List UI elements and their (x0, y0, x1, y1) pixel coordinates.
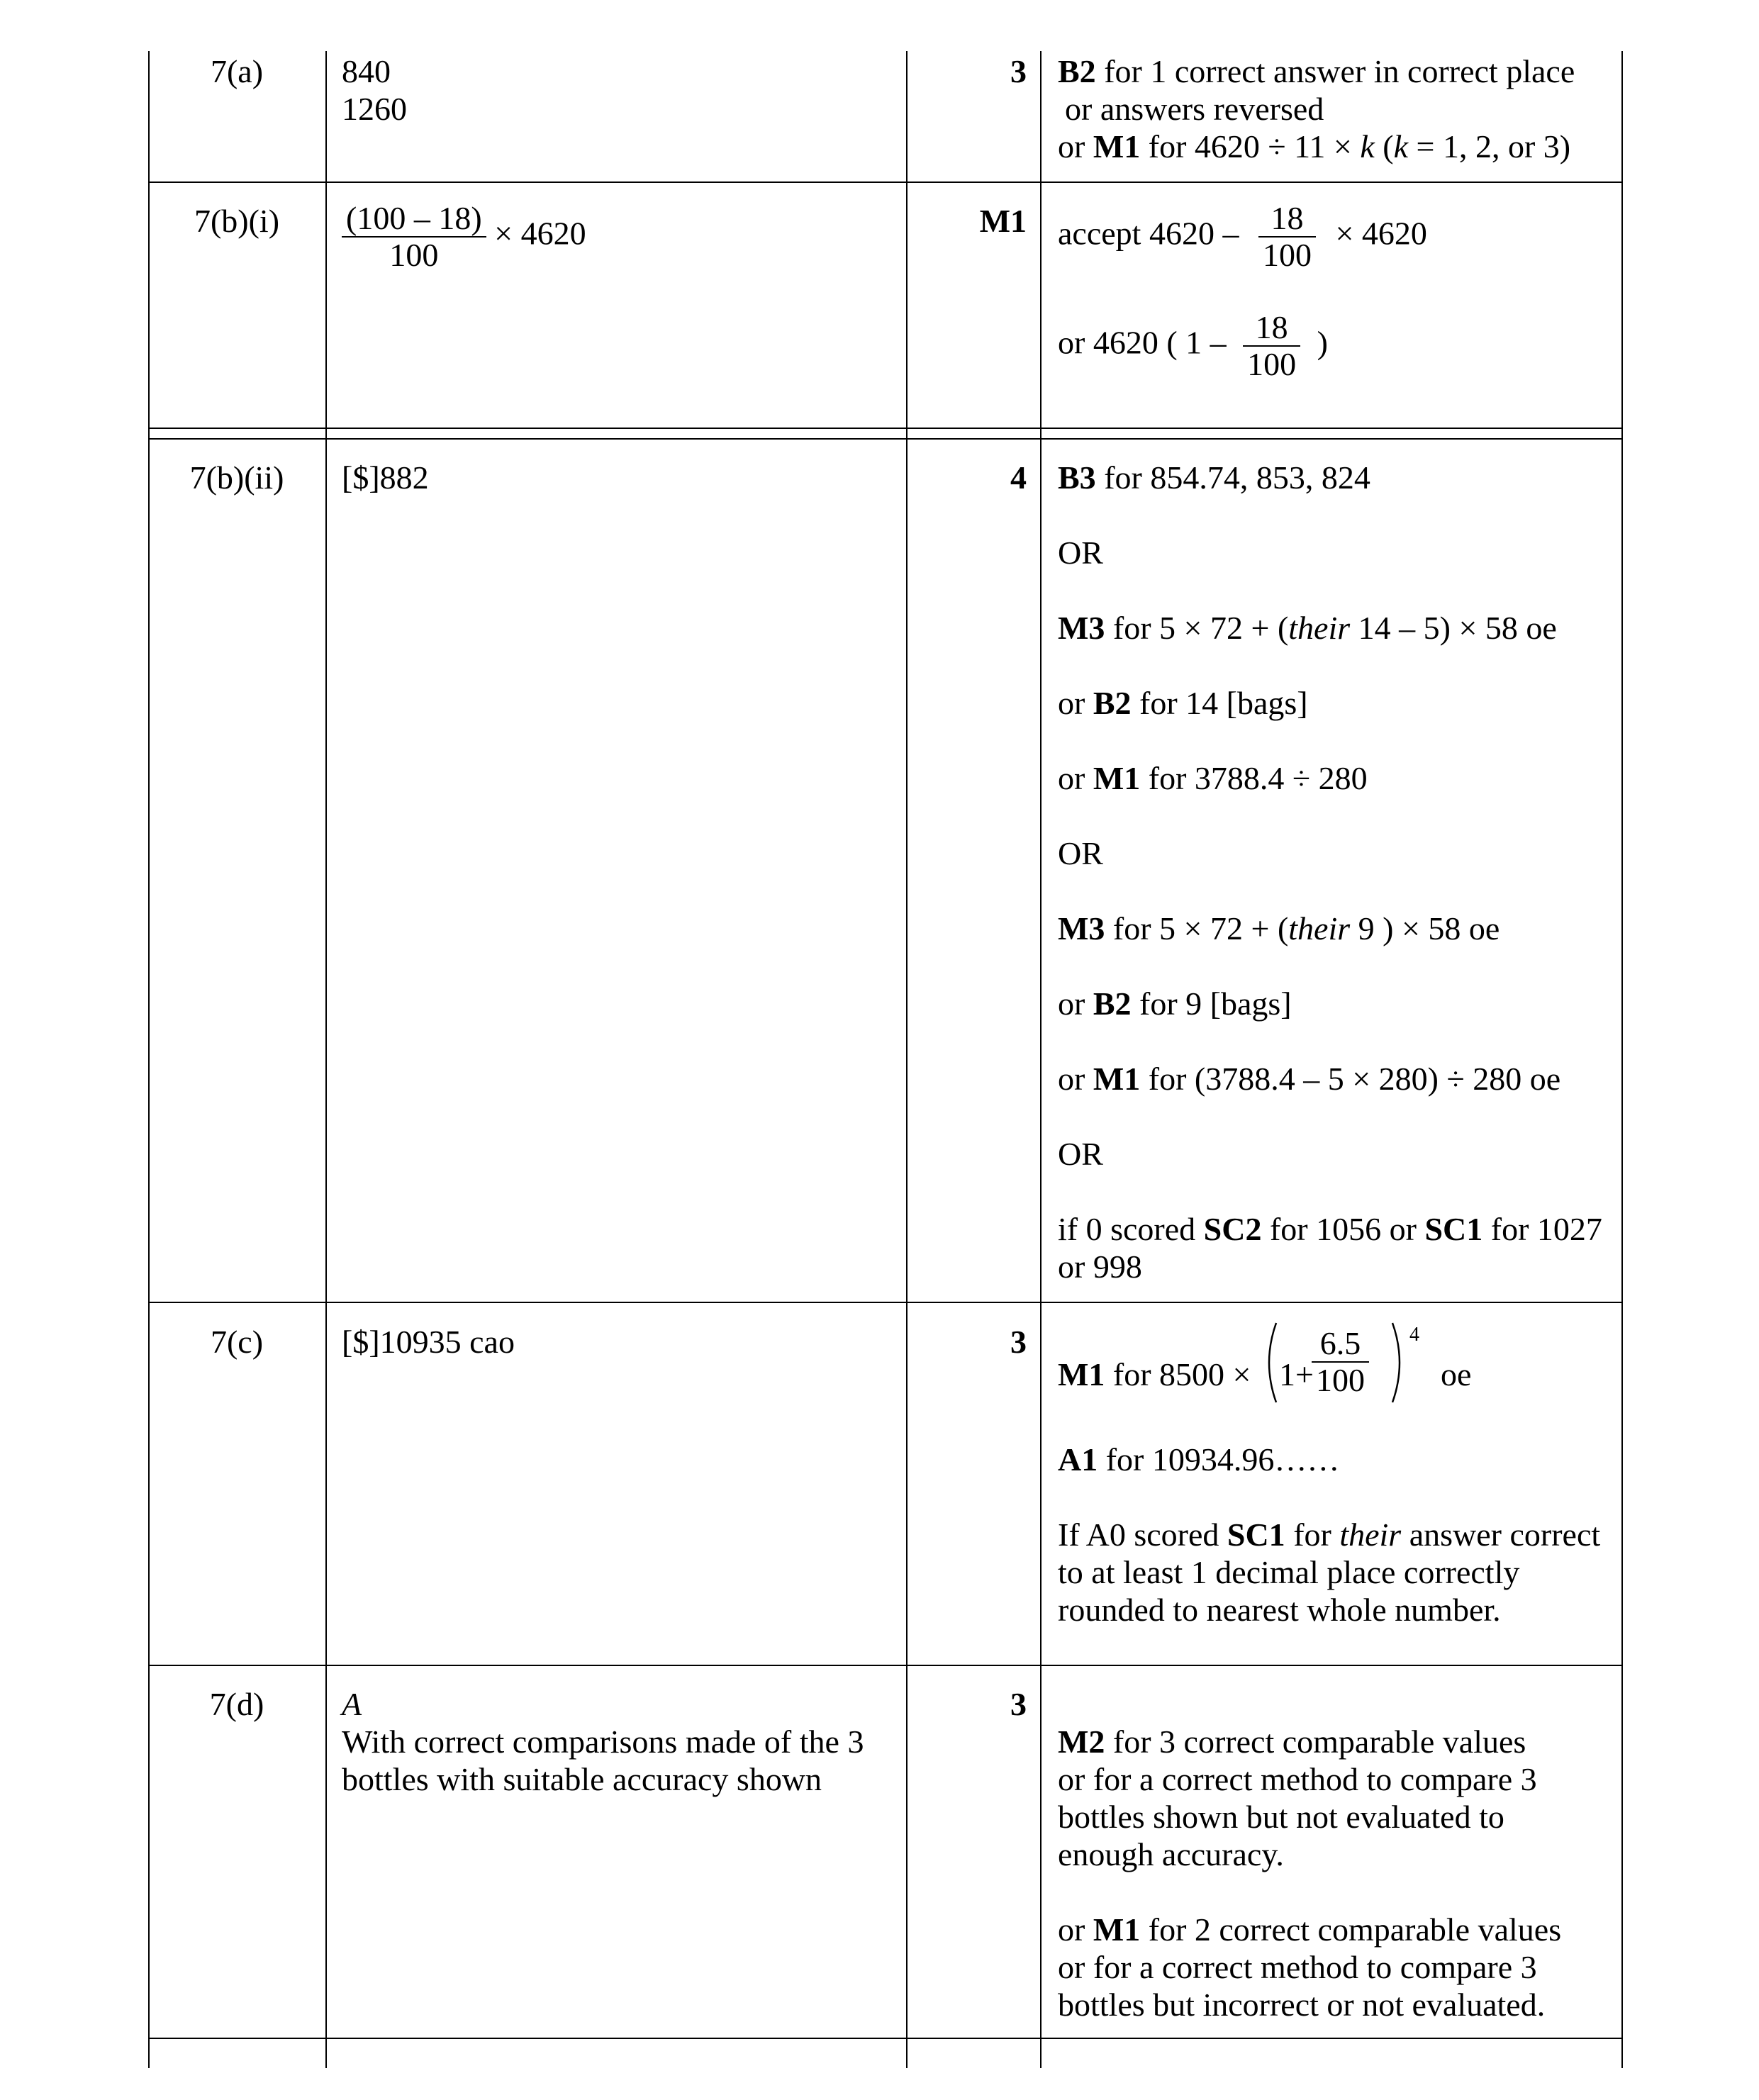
answer-cell: [$]882 (342, 459, 429, 496)
guidance-line: or for a correct method to compare 3 (1058, 1761, 1537, 1797)
answer-line: bottles with suitable accuracy shown (342, 1761, 822, 1797)
guidance-line: A1 for 10934.96…… (1058, 1441, 1340, 1478)
guidance-cell (1058, 1723, 1618, 2023)
guidance-line: M3 for 5 × 72 + (their 9 ) × 58 oe (1058, 910, 1500, 946)
question-number: 7(a) (210, 53, 264, 89)
column-divider-3 (1040, 51, 1042, 2068)
guidance-line: or B2 for 9 [bags] (1058, 985, 1292, 1022)
fraction-numerator: 6.5 (1312, 1326, 1369, 1363)
exponent: 4 (1409, 1324, 1419, 1346)
guidance-line: or answers reversed (1065, 91, 1324, 127)
question-number: 7(b)(i) (194, 203, 280, 239)
paren-left-icon (1259, 1320, 1280, 1405)
fraction-denominator: 100 (1316, 1362, 1365, 1398)
guidance-cell (1058, 52, 1618, 165)
guidance-fraction (1312, 1326, 1369, 1398)
guidance-line: or M1 for 2 correct comparable values (1058, 1911, 1562, 1948)
guidance-line: or B2 for 14 [bags] (1058, 685, 1308, 721)
answer-letter: A (342, 1686, 362, 1722)
answer-line: With correct comparisons made of the 3 (342, 1724, 864, 1760)
answer-line: 1260 (342, 91, 407, 127)
guidance-line: B2 for 1 correct answer in correct place (1058, 53, 1575, 89)
guidance-cell (1058, 201, 1618, 382)
marks-cell: 3 (1010, 1324, 1027, 1360)
guidance-line: OR (1058, 835, 1103, 871)
guidance-cell (1058, 459, 1618, 1285)
fraction-denominator: 100 (1247, 346, 1297, 382)
guidance-line: or M1 for 3788.4 ÷ 280 (1058, 760, 1368, 796)
question-number: 7(c) (210, 1324, 264, 1360)
guidance-line: if 0 scored SC2 for 1056 or SC1 for 1027 (1058, 1211, 1602, 1247)
column-divider-1 (325, 51, 327, 2068)
answer-line: 840 (342, 53, 391, 89)
fraction-denominator: 100 (389, 237, 439, 273)
inner-one: 1+ (1279, 1356, 1314, 1392)
guidance-line: bottles but incorrect or not evaluated. (1058, 1987, 1546, 2023)
guidance-cell (1058, 1323, 1618, 1629)
guidance-line: OR (1058, 535, 1103, 571)
oe-label: oe (1441, 1356, 1472, 1392)
question-number: 7(b)(ii) (189, 459, 284, 496)
marks-cell: 4 (1010, 459, 1027, 496)
row-divider (148, 2038, 1623, 2039)
guidance-line: M2 for 3 correct comparable values (1058, 1724, 1526, 1760)
guidance-line: or 998 (1058, 1249, 1142, 1285)
guidance-line: accept 4620 – $\frac{18}{100}$ × 4620 (1058, 200, 1427, 273)
answer-cell: [$]10935 cao (342, 1324, 515, 1360)
question-number: 7(d) (209, 1686, 264, 1722)
marks-cell: M1 (979, 203, 1027, 239)
column-divider-2 (906, 51, 908, 2068)
row-divider (148, 1665, 1623, 1666)
paren-right-icon (1388, 1320, 1409, 1405)
guidance-line: to at least 1 decimal place correctly (1058, 1554, 1520, 1590)
answer-cell (342, 52, 895, 128)
guidance-line: B3 for 854.74, 853, 824 (1058, 459, 1370, 496)
row-divider-double-bottom (148, 438, 1623, 440)
answer-fraction (342, 201, 486, 273)
guidance-line: or for a correct method to compare 3 (1058, 1949, 1537, 1985)
guidance-line: bottles shown but not evaluated to (1058, 1799, 1504, 1835)
marks-cell: 3 (1010, 53, 1027, 89)
fraction-numerator: 18 (1243, 310, 1300, 347)
answer-cell (342, 1685, 895, 1798)
answer-cell (342, 201, 895, 273)
guidance-line: If A0 scored SC1 for their answer correct (1058, 1517, 1601, 1553)
guidance-line: OR (1058, 1136, 1103, 1172)
fraction-numerator: (100 – 18) (342, 201, 486, 238)
guidance-line: or M1 for (3788.4 – 5 × 280) ÷ 280 oe (1058, 1061, 1561, 1097)
table-border-right (1621, 51, 1623, 2068)
guidance-line: rounded to nearest whole number. (1058, 1592, 1501, 1628)
guidance-line: enough accuracy. (1058, 1836, 1284, 1872)
marks-cell: 3 (1010, 1686, 1027, 1722)
row-divider (148, 181, 1623, 183)
row-divider (148, 1302, 1623, 1303)
guidance-fraction (1243, 310, 1300, 382)
guidance-line: or 4620 ( 1 – $\frac{18}{100}$ ) (1058, 309, 1328, 382)
answer-multiplier: × 4620 (494, 215, 586, 252)
row-divider-double-top (148, 428, 1623, 429)
fraction-numerator: 18 (1258, 201, 1316, 238)
fraction-denominator: 100 (1262, 237, 1312, 273)
guidance-line: M3 for 5 × 72 + (their 14 – 5) × 58 oe (1058, 610, 1557, 646)
guidance-line: M1 for 8500 × 1+ $\frac{6.5}{100}$ 4 oe (1058, 1323, 1618, 1408)
guidance-fraction (1258, 201, 1316, 273)
guidance-line: or M1 for 4620 ÷ 11 × k (k = 1, 2, or 3) (1058, 128, 1571, 164)
table-border-left (148, 51, 150, 2068)
